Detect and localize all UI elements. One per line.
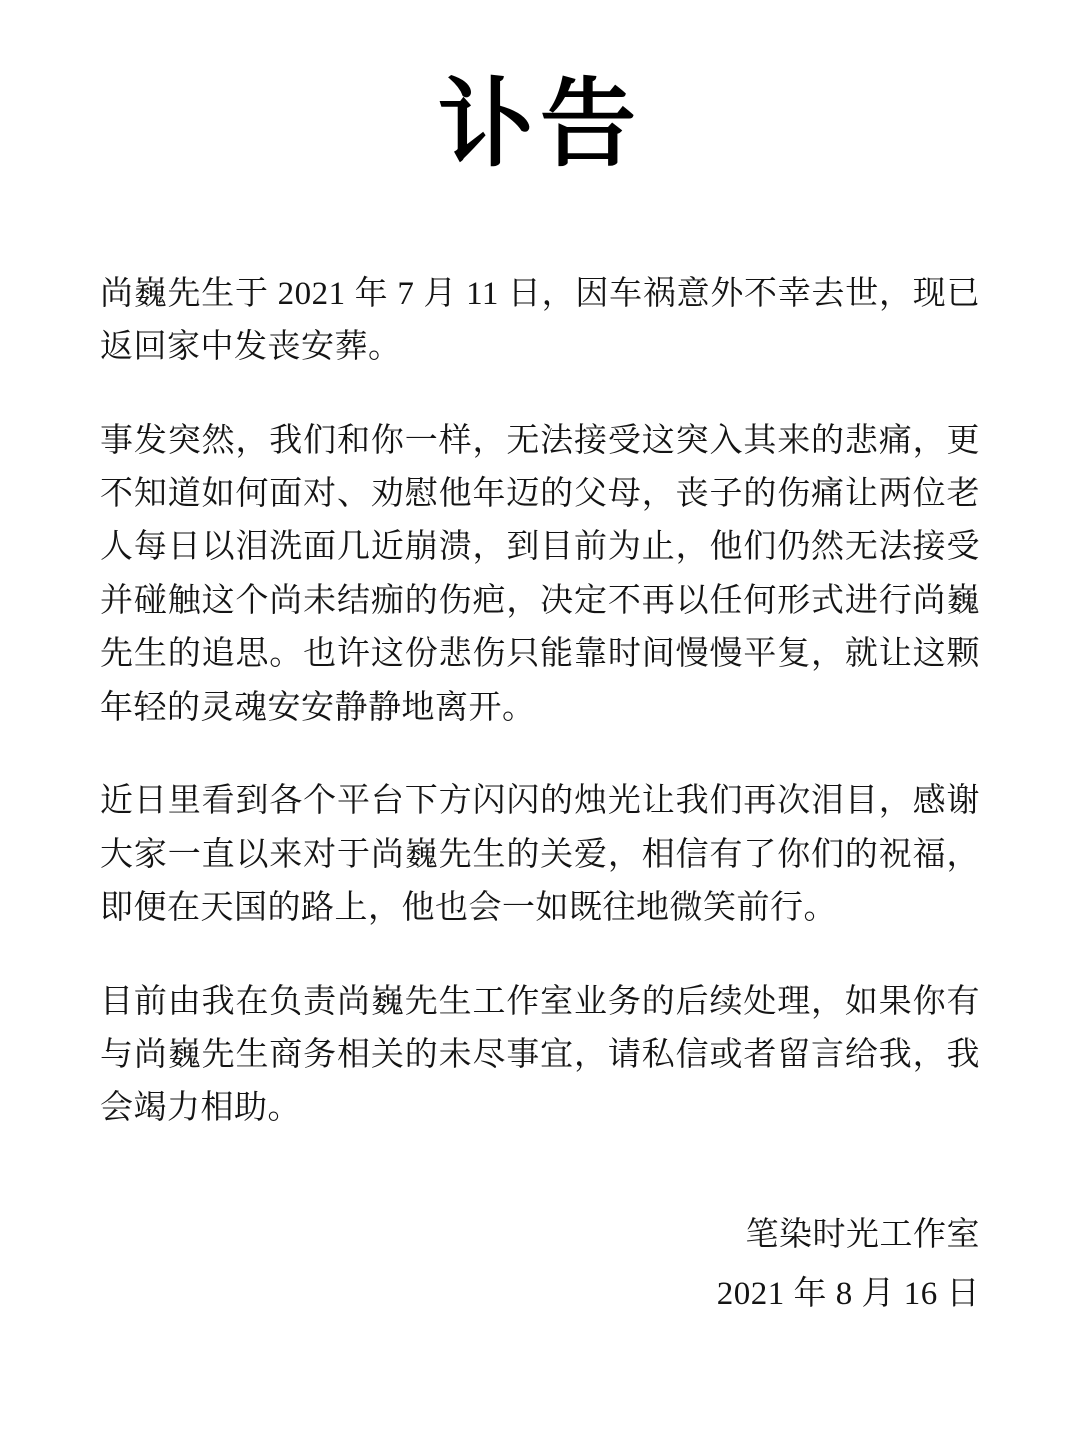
signature-block [100, 1209, 980, 1321]
paragraph-2: 事发突然，我们和你一样，无法接受这突入其来的悲痛，更不知道如何面对、劝慰他年迈的父母，丧子的伤痛让两位老人每日以泪洗面几近崩溃，到目前为止，他们仍然无法接受并碰触这个尚未结痂的伤疤，决定不再以任何形式进行尚巍先生的追思。也许这份悲伤只能靠时间慢慢平复，就让这颗年轻的灵魂安安静静地离开。 [100, 422, 980, 726]
paragraph-4: 目前由我在负责尚巍先生工作室业务的后续处理，如果你有与尚巍先生商务相关的未尽事宜，请私信或者留言给我，我会竭力相助。 [100, 983, 980, 1127]
paragraph-1: 尚巍先生于 2021 年 7 月 11 日，因车祸意外不幸去世，现已返回家中发丧安葬。 [100, 275, 980, 366]
signature-date: 2021 年 8 月 16 日 [716, 1276, 980, 1313]
signature-organization: 笔染时光工作室 [745, 1217, 980, 1254]
page-title: 讣告 [438, 71, 642, 178]
document-body [100, 268, 980, 1136]
paragraph-3: 近日里看到各个平台下方闪闪的烛光让我们再次泪目，感谢大家一直以来对于尚巍先生的关爱，相信有了你们的祝福，即便在天国的路上，他也会一如既往地微笑前行。 [100, 783, 980, 927]
